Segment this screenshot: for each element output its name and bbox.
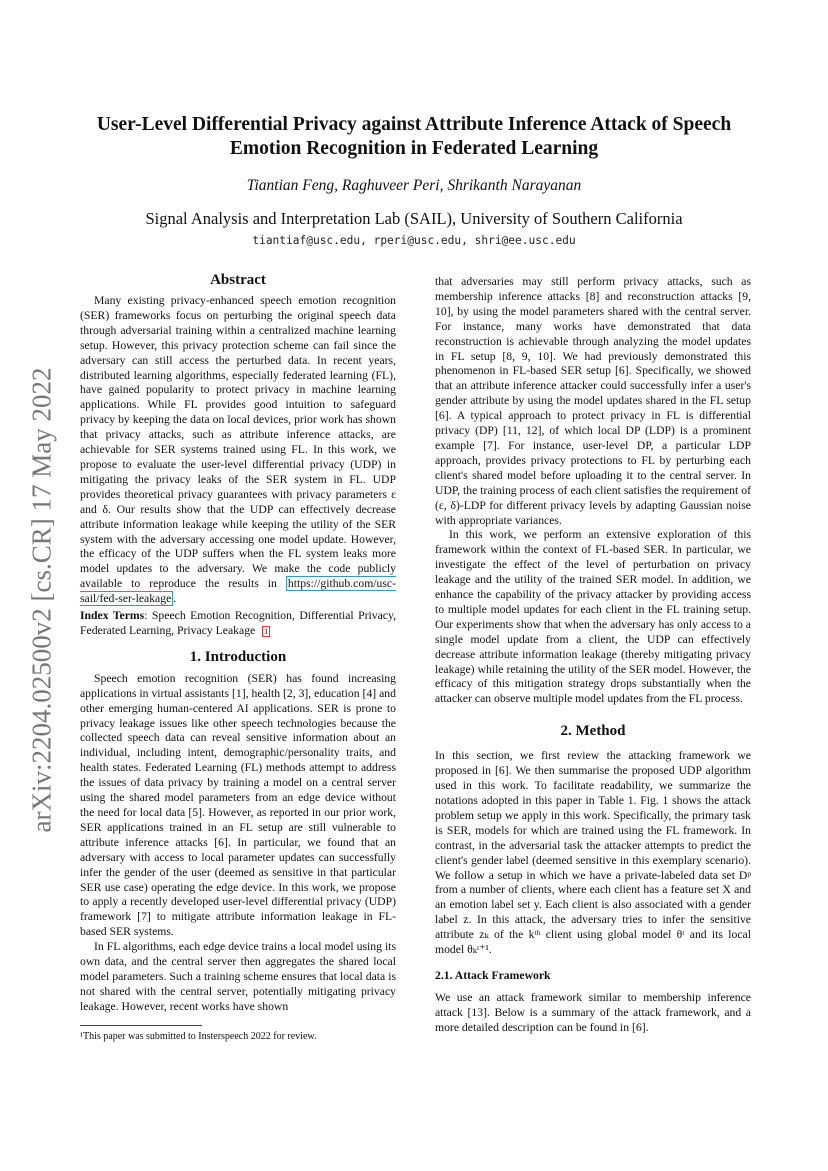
right-paragraph-2: In this work, we perform an extensive exploration of this framework within the context of FL-based SER. In particular, we investigate the effect of the level of perturbation on privacy leakage and the utility of the trained SER model. In addition, we enhance the capability of the privacy attacker by providing access to multiple model updates for each client in the FL training setup. Our experiments show that when the adversary has only access to a single model update from a client, the UDP can effectively decrease attribute information leakage (thereby mitigating privacy leakage) while retaining the utility of the SER model. However, the efficacy of this mitigation strategy drops substantially when the attacker can observe multiple model updates from the FL process. (435, 528, 751, 706)
intro-heading: 1. Introduction (189, 648, 287, 665)
code-link[interactable]: https://github.com/usc-sail/fed-ser-leakage (80, 577, 397, 606)
arxiv-stamp (22, 340, 62, 860)
author-emails: tiantiaf@usc.edu, rperi@usc.edu, shri@ee.usc.edu (252, 234, 576, 247)
intro-paragraph-1: Speech emotion recognition (SER) has found increasing applications in virtual assistants [1], health [2, 3], education [4] and other emerging human-centered AI applications. SER is prone to privacy leakage issues like other speech technologies because the collected speech data can reveal sensitive information about an individual, including intent, demographic/personality traits, and health states. Federated Learning (FL) methods attempt to address the issues of data privacy by training a model on a central server using the shared model parameters from an edge device without the need for local data [5]. However, as reported in our prior work, SER applications trained in an FL setup are still vulnerable to attribute inference attacks [6]. In particular, we found that an adversary with access to local parameter updates can successfully infer the gender of the user (deemed as sensitive in that particular SER use case) operating the edge device. In this work, we propose to apply a recently developed user-level differential privacy (UDP) framework [7] to mitigate attribute information leakage in FL-based SER systems. (80, 671, 396, 939)
arxiv-stamp-text: arXiv:2204.02500v2 [cs.CR] 17 May 2022 (26, 367, 57, 833)
paper-title (80, 113, 748, 161)
footnote-rule (80, 1025, 202, 1026)
method-paragraph: In this section, we first review the attacking framework we proposed in [6]. We then summarise the proposed UDP algorithm used in this work. To facilitate readability, we summarize the notations adopted in this paper in Table 1. Fig. 1 shows the attack problem setup we apply in this work. Specifically, the primary task is SER, models for which are trained using the FL framework. In contrast, in the adversarial task the attacker attempts to predict the client's gender label (deemed sensitive in this exemplary scenario). We follow a setup in which we have a private-labeled data set Dᵖ from a number of clients, where each client has a feature set X and an emotion label set y. Each client is also associated with a gender label z. In this attack, the adversary tries to infer the sensitive attribute zₖ of the kᵗʰ client using global model θᵗ and its local model θₖᵗ⁺¹. (435, 749, 751, 957)
index-terms (80, 609, 396, 639)
authors: Tiantian Feng, Raghuveer Peri, Shrikanth Narayanan (246, 177, 582, 194)
title-line-2: Emotion Recognition in Federated Learning (229, 138, 599, 159)
method-heading: 2. Method (560, 723, 626, 740)
abstract-end: . (173, 592, 177, 606)
right-column (435, 275, 751, 1036)
index-terms-text: : Speech Emotion Recognition, Differential Privacy, Federated Learning, Privacy Leakage (80, 609, 396, 637)
attack-framework-heading: 2.1. Attack Framework (435, 968, 551, 982)
footnote-link[interactable]: 1 (264, 626, 269, 636)
index-terms-label: Index Terms (80, 609, 145, 623)
left-column (80, 270, 396, 1043)
affiliation: Signal Analysis and Interpretation Lab (SAIL), University of Southern California (145, 209, 683, 228)
abstract-text (80, 294, 396, 607)
footnote: ¹This paper was submitted to Insterspeech 2022 for review. (80, 1030, 317, 1042)
attack-framework-paragraph: We use an attack framework similar to membership inference attack [13]. Below is a summary of the attack framework, and a more detailed description can be found in [6]. (435, 990, 751, 1034)
title-line-1: User-Level Differential Privacy against Attribute Inference Attack of Speech (96, 114, 732, 135)
abstract-body: Many existing privacy-enhanced speech emotion recognition (SER) frameworks focus on perturbing the original speech data through adversarial training within a centralized machine learning setup. However, this privacy protection scheme can fail since the adversary can still access the perturbed data. In recent years, distributed learning algorithms, especially federated learning (FL), have gained popularity to protect privacy in machine learning applications. While FL provides good intuition to safeguard privacy by keeping the data on local devices, prior work has shown that privacy attacks, such as attribute inference attacks, are achievable for SER systems trained using FL. In this work, we propose to evaluate the user-level differential privacy (UDP) in mitigating the privacy leaks of the SER system in FL. UDP provides theoretical privacy guarantees with privacy parameters ε and δ. Our results show that the UDP can effectively decrease attribute information leakage while keeping the utility of the SER system with the adversary accessing one model update. However, the efficacy of the UDP suffers when the FL system leaks more model updates to the adversary. We make the code publicly available to reproduce the results in (80, 294, 396, 591)
right-paragraph-1: that adversaries may still perform privacy attacks, such as membership inference attacks [8] and reconstruction attacks [9, 10], by using the model parameters shared with the central server. For instance, many works have demonstrated that data reconstruction is achievable through analyzing the model updates in FL setup [8, 9, 10]. We had previously demonstrated this phenomenon in FL-based SER setup [6]. Specifically, we showed that an attribute inference attacker could successfully infer a user's gender attribute by using the model updates shared in the FL setup [6]. A typical approach to protect privacy in FL is differential privacy (DP) [11, 12], of which local DP (LDP) is a prominent example [7]. For instance, user-level DP, a particular LDP approach, provides privacy protections to FL by perturbing each client's shared model before uploading it to the central server. In UDP, the training process of each client satisfies the requirement of (ε, δ)-LDP for different privacy levels by adapting Gaussian noise with appropriate variances. (435, 275, 751, 527)
intro-paragraph-2: In FL algorithms, each edge device trains a local model using its own data, and the central server then aggregates the shared local model parameters. Such a training scheme ensures that local data is not shared with the central server, potentially mitigating privacy leakage. However, recent works have shown (80, 940, 396, 1013)
abstract-heading: Abstract (210, 272, 266, 288)
